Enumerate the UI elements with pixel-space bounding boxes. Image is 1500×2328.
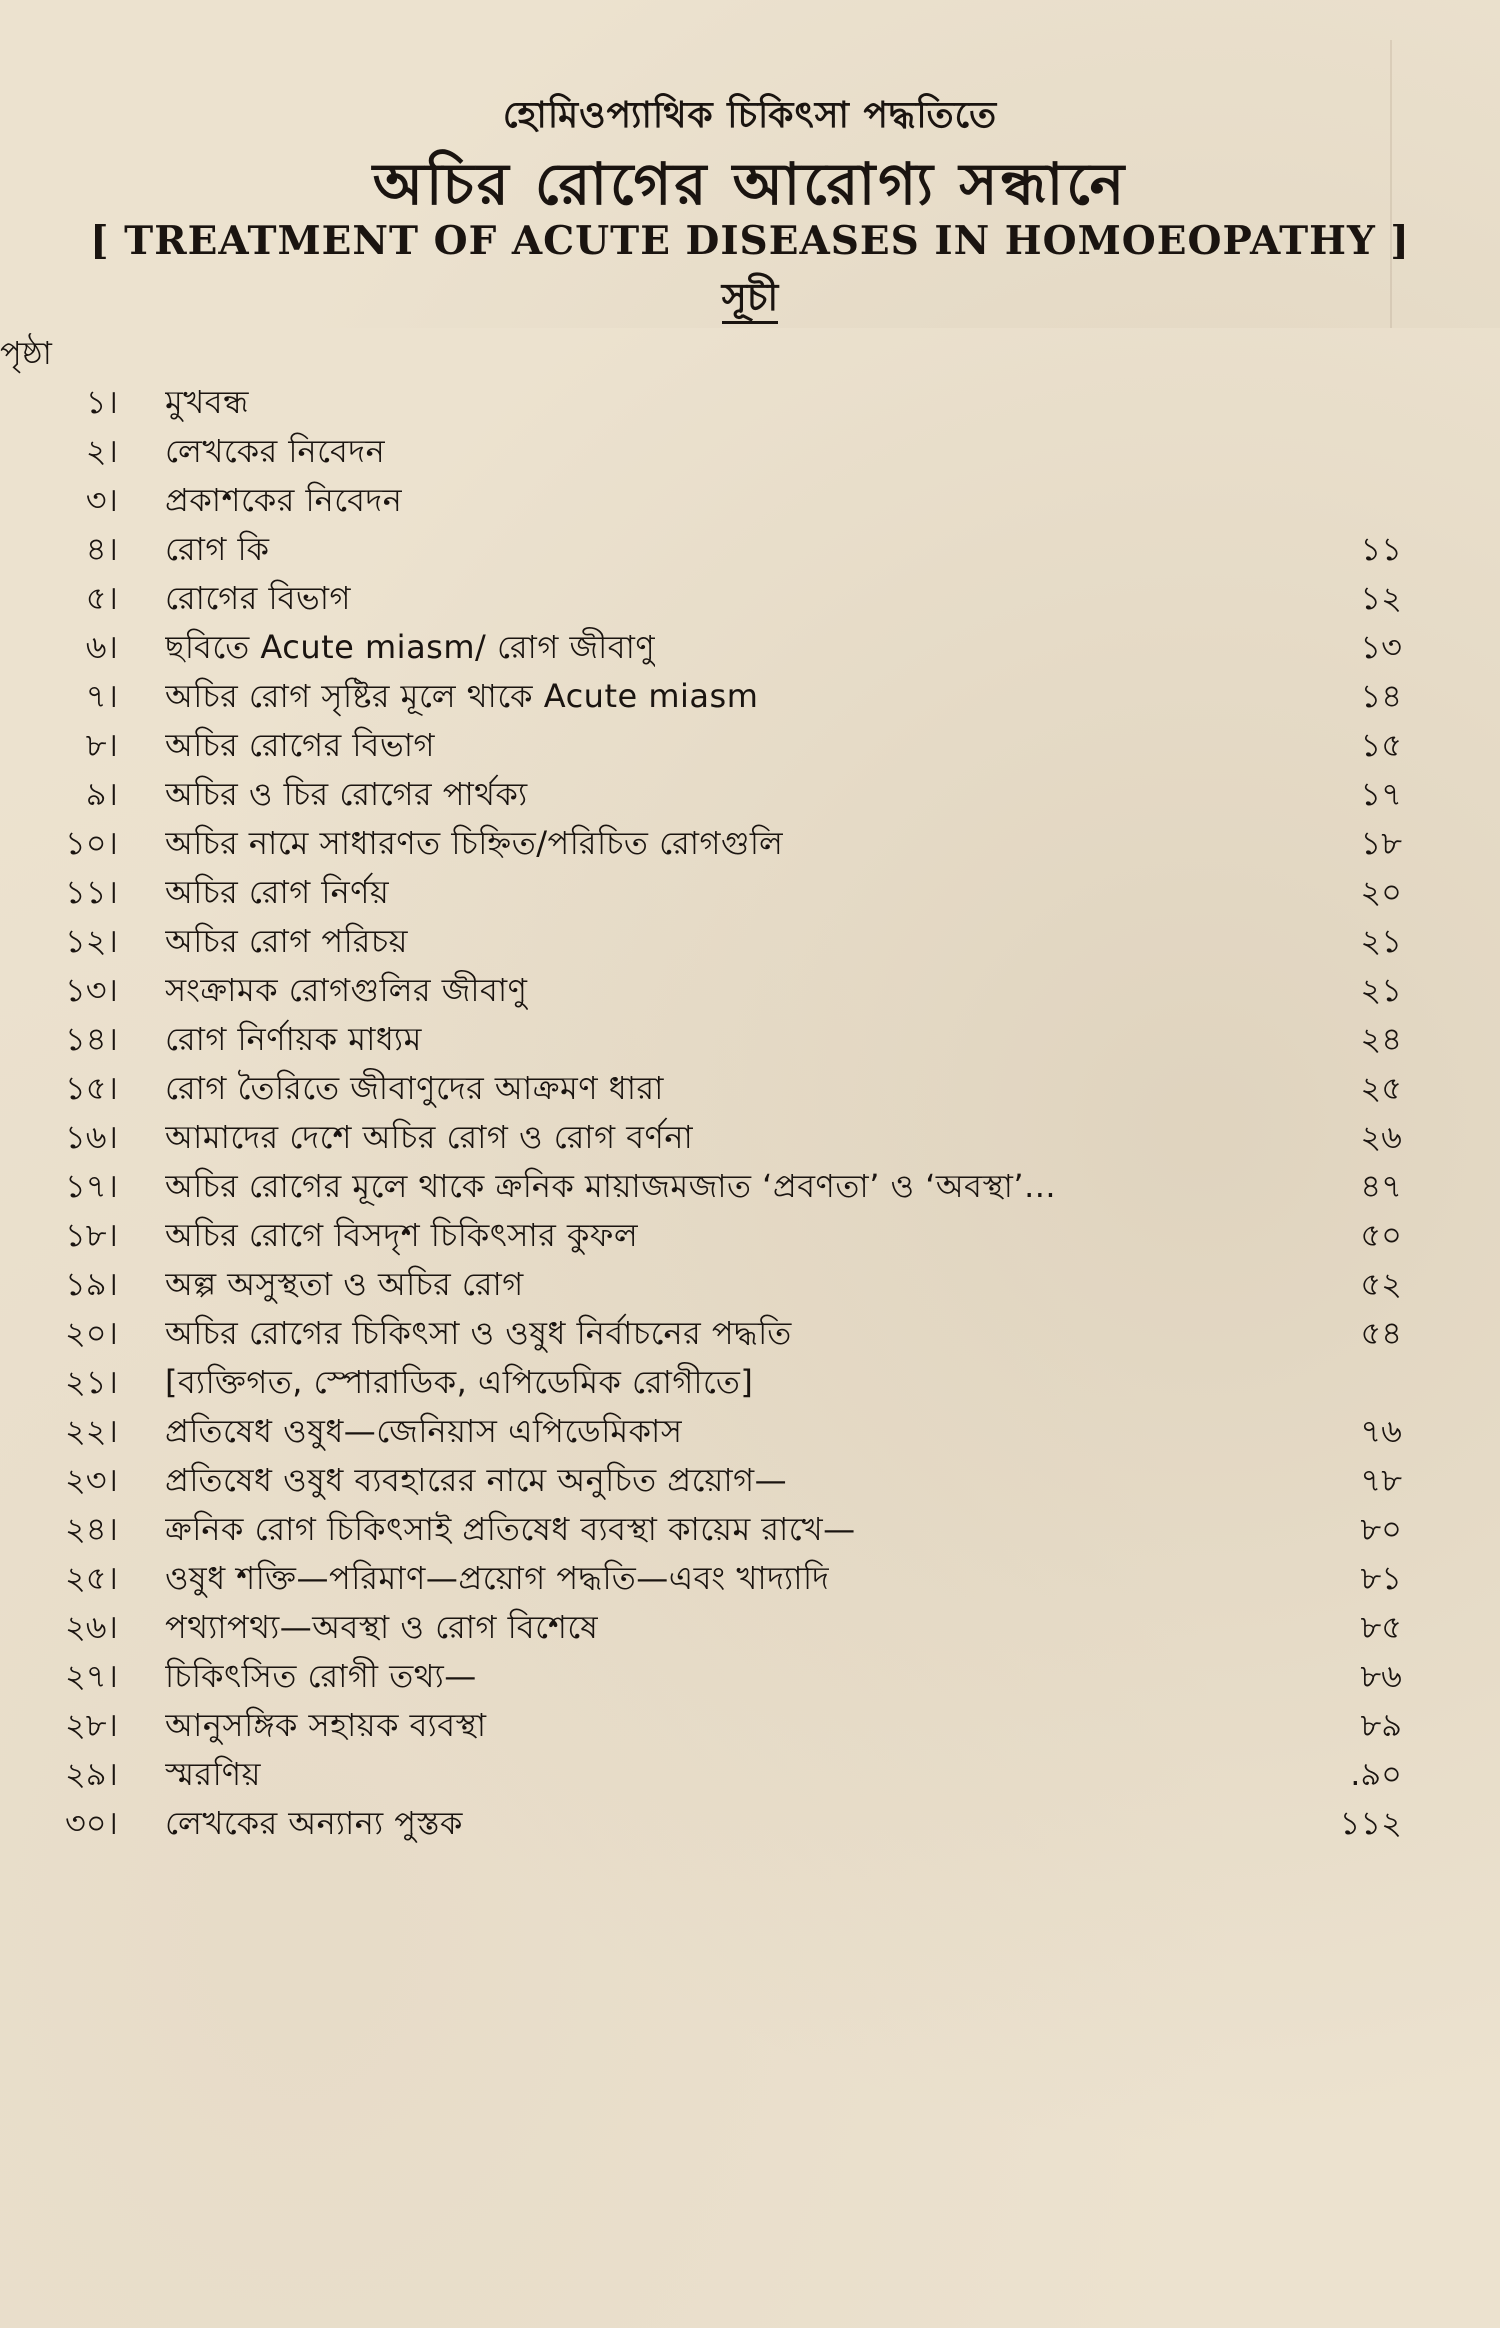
- toc-entry-page: ৫৪: [1360, 1314, 1402, 1352]
- toc-entry-number: ৮।: [85, 726, 118, 764]
- english-title: [ TREATMENT OF ACUTE DISEASES IN HOMOEOPATHY ]: [90, 218, 1410, 264]
- toc-entry-page: ৮৯: [1360, 1706, 1402, 1744]
- toc-entry-page: ১৪: [1360, 677, 1402, 715]
- toc-entry-page: .৯০: [1350, 1755, 1402, 1793]
- toc-entry-title: প্রতিষেধ ওষুধ—জেনিয়াস এপিডেমিকাস: [165, 1412, 683, 1450]
- toc-entry-number: ৭।: [85, 677, 118, 715]
- toc-entry-number: ৪।: [85, 530, 118, 568]
- toc-entry: [0, 1211, 1500, 1260]
- toc-entry-number: ২৭।: [64, 1657, 118, 1695]
- toc-entry: [0, 574, 1500, 623]
- toc-entry-page: ১৭: [1360, 775, 1402, 813]
- toc-entry-title: অচির রোগ নির্ণয়: [165, 873, 390, 911]
- toc-entry-number: ২৫।: [64, 1559, 118, 1597]
- toc-entry-number: ৫।: [85, 579, 118, 617]
- toc-entry-number: ২২।: [64, 1412, 118, 1450]
- toc-entry-number: ২৯।: [64, 1755, 118, 1793]
- toc-entry-title: প্রকাশকের নিবেদন: [165, 481, 403, 519]
- toc-entry-title: ক্রনিক রোগ চিকিৎসাই প্রতিষেধ ব্যবস্থা কায়েম রাখে—: [165, 1510, 856, 1548]
- toc-entry-title: ওষুধ শক্তি—পরিমাণ—প্রয়োগ পদ্ধতি—এবং খাদ্যাদি: [165, 1559, 830, 1597]
- toc-entry-number: ৯।: [85, 775, 118, 813]
- toc-entry-page: ১৫: [1360, 726, 1402, 764]
- toc-entry-title: অচির ও চির রোগের পার্থক্য: [165, 775, 528, 813]
- toc-entry-page: ৮০: [1360, 1510, 1402, 1548]
- toc-entry: [0, 868, 1500, 917]
- toc-entry-number: ২৩।: [64, 1461, 118, 1499]
- toc-entry-title: প্রতিষেধ ওষুধ ব্যবহারের নামে অনুচিত প্রয়োগ—: [165, 1461, 788, 1499]
- book-title: অচির রোগের আরোগ্য সন্ধানে: [372, 150, 1128, 218]
- toc-entry-title: চিকিৎসিত রোগী তথ্য—: [165, 1657, 477, 1695]
- toc-entry: [0, 1750, 1500, 1799]
- toc-entry: [0, 525, 1500, 574]
- toc-entry: [0, 1113, 1500, 1162]
- toc-entry-title: স্মরণিয়: [165, 1755, 261, 1793]
- toc-entry-title: অচির রোগের মূলে থাকে ক্রনিক মায়াজমজাত ‘প্রবণতা’ ও ‘অবস্থা’...: [165, 1167, 1057, 1205]
- toc-entry-number: ৬।: [85, 628, 118, 666]
- toc-entry: [0, 1407, 1500, 1456]
- column-header-page: পৃষ্ঠা: [0, 328, 1500, 2328]
- toc-entry: [0, 1358, 1500, 1407]
- toc-list: [0, 378, 1500, 1848]
- toc-entry-number: ১৩।: [64, 971, 118, 1009]
- toc-entry: [0, 1603, 1500, 1652]
- toc-entry-title: ছবিতে Acute miasm/ রোগ জীবাণু: [165, 628, 656, 666]
- toc-entry-page: ১৩: [1360, 628, 1402, 666]
- toc-heading-text: সূচী: [722, 275, 778, 324]
- toc-entry-number: ৩।: [85, 481, 118, 519]
- book-subtitle: হোমিওপ্যাথিক চিকিৎসা পদ্ধতিতে: [502, 95, 998, 136]
- toc-entry-number: ১৫।: [65, 1069, 118, 1107]
- toc-entry: [0, 1309, 1500, 1358]
- toc-entry-title: আনুসঙ্গিক সহায়ক ব্যবস্থা: [165, 1706, 487, 1744]
- toc-entry-number: ২১।: [64, 1363, 118, 1401]
- toc-entry: [0, 1554, 1500, 1603]
- toc-entry: [0, 1260, 1500, 1309]
- toc-entry-number: ১৭।: [64, 1167, 118, 1205]
- toc-entry-number: ১৪।: [65, 1020, 118, 1058]
- toc-entry-title: অচির রোগ সৃষ্টির মূলে থাকে Acute miasm: [165, 677, 759, 715]
- toc-entry: [0, 721, 1500, 770]
- toc-entry-page: ৪৭: [1360, 1167, 1402, 1205]
- toc-entry-title: সংক্রামক রোগগুলির জীবাণু: [165, 971, 528, 1009]
- toc-entry-number: ১৬।: [64, 1118, 118, 1156]
- toc-entry-title: অচির রোগে বিসদৃশ চিকিৎসার কুফল: [165, 1216, 639, 1254]
- toc-entry: [0, 1505, 1500, 1554]
- toc-entry: [0, 378, 1500, 427]
- toc-entry-number: ১।: [85, 383, 118, 421]
- toc-entry-title: রোগের বিভাগ: [165, 579, 352, 617]
- toc-entry-number: ২।: [85, 432, 118, 470]
- toc-entry-page: ২৬: [1360, 1118, 1402, 1156]
- toc-entry-page: ২৪: [1360, 1020, 1402, 1058]
- toc-entry: [0, 476, 1500, 525]
- toc-entry-title: রোগ তৈরিতে জীবাণুদের আক্রমণ ধারা: [165, 1069, 664, 1107]
- toc-entry-page: ৫২: [1360, 1265, 1402, 1303]
- toc-entry-title: অচির রোগ পরিচয়: [165, 922, 409, 960]
- toc-entry: [0, 1064, 1500, 1113]
- toc-entry-title: লেখকের নিবেদন: [165, 432, 386, 470]
- toc-entry-title: লেখকের অন্যান্য পুস্তক: [165, 1804, 463, 1842]
- toc-entry: [0, 966, 1500, 1015]
- toc-entry: [0, 623, 1500, 672]
- toc-entry-page: ৭৮: [1360, 1461, 1402, 1499]
- toc-entry-title: অচির নামে সাধারণত চিহ্নিত/পরিচিত রোগগুলি: [165, 824, 784, 862]
- toc-entry-title: রোগ নির্ণায়ক মাধ্যম: [165, 1020, 422, 1058]
- toc-entry: [0, 819, 1500, 868]
- toc-entry: [0, 1701, 1500, 1750]
- toc-entry-title: অচির রোগের বিভাগ: [165, 726, 435, 764]
- toc-entry-title: অচির রোগের চিকিৎসা ও ওষুধ নির্বাচনের পদ্ধতি: [165, 1314, 792, 1352]
- toc-entry-number: ১০।: [64, 824, 118, 862]
- toc-entry-page: ৮৫: [1360, 1608, 1402, 1646]
- toc-entry-number: ৩০।: [64, 1804, 118, 1842]
- toc-entry: [0, 1456, 1500, 1505]
- toc-entry-page: ৫০: [1360, 1216, 1402, 1254]
- toc-entry: [0, 1162, 1500, 1211]
- toc-entry-title: [ব্যক্তিগত, স্পোরাডিক, এপিডেমিক রোগীতে]: [165, 1363, 754, 1401]
- toc-entry-number: ১৯।: [65, 1265, 118, 1303]
- toc-entry-page: ১৮: [1360, 824, 1402, 862]
- toc-entry: [0, 917, 1500, 966]
- toc-heading: [0, 268, 1500, 332]
- toc-entry-number: ১৮।: [65, 1216, 118, 1254]
- toc-entry-title: রোগ কি: [165, 530, 270, 568]
- toc-entry-number: ২৮।: [64, 1706, 118, 1744]
- toc-entry-page: ২০: [1360, 873, 1402, 911]
- toc-entry-title: মুখবন্ধ: [165, 383, 249, 421]
- toc-entry-page: ৮১: [1360, 1559, 1402, 1597]
- toc-entry-title: পথ্যাপথ্য—অবস্থা ও রোগ বিশেষে: [165, 1608, 599, 1646]
- toc-entry-title: আমাদের দেশে অচির রোগ ও রোগ বর্ণনা: [165, 1118, 694, 1156]
- toc-entry-number: ২০।: [64, 1314, 118, 1352]
- toc-entry-page: ২১: [1360, 971, 1402, 1009]
- toc-entry-page: ১২: [1360, 579, 1402, 617]
- toc-entry: [0, 672, 1500, 721]
- toc-entry: [0, 1652, 1500, 1701]
- toc-entry-page: ২১: [1360, 922, 1402, 960]
- toc-entry-number: ২৪।: [64, 1510, 118, 1548]
- toc-entry: [0, 1015, 1500, 1064]
- toc-entry: [0, 770, 1500, 819]
- toc-entry-page: ১১: [1360, 530, 1402, 568]
- toc-entry-title: অল্প অসুস্থতা ও অচির রোগ: [165, 1265, 524, 1303]
- toc-entry-page: ৭৬: [1360, 1412, 1402, 1450]
- toc-entry-page: ২৫: [1360, 1069, 1402, 1107]
- toc-entry: [0, 1799, 1500, 1848]
- toc-entry-page: ১১২: [1339, 1804, 1402, 1842]
- toc-entry-page: ৮৬: [1360, 1657, 1402, 1695]
- toc-entry-number: ২৬।: [64, 1608, 118, 1646]
- toc-entry: [0, 427, 1500, 476]
- toc-entry-number: ১১।: [65, 873, 118, 911]
- toc-entry-number: ১২।: [64, 922, 118, 960]
